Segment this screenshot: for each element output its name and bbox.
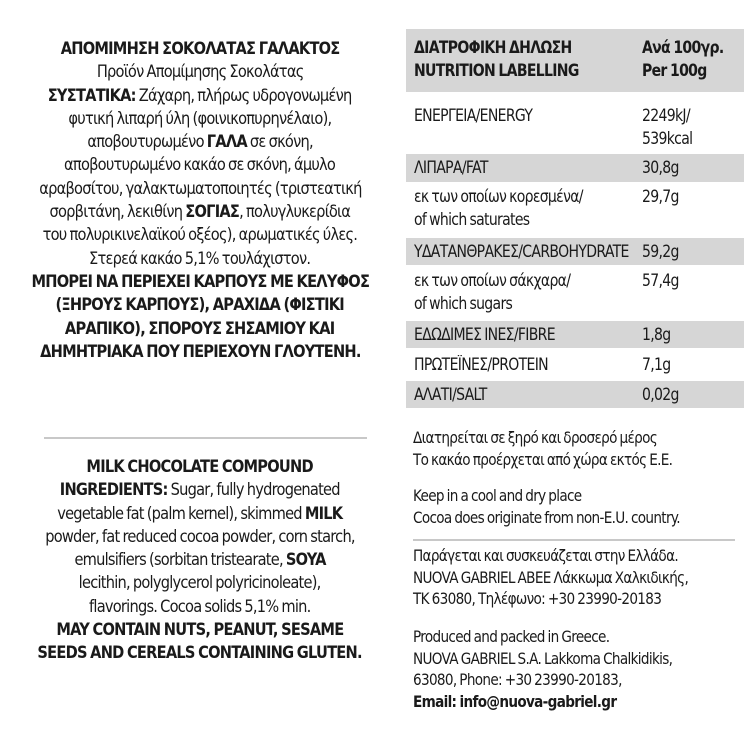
nutrient-label: ΠΡΩΤΕΪΝΕΣ/PROTEIN <box>414 355 548 374</box>
nutrition-header-gr: ΔΙΑΤΡΟΦΙΚΗ ΔΗΛΩΣΗ <box>414 38 572 57</box>
greek-allergen-warning: ΜΠΟΡΕΙ ΝΑ ΠΕΡΙΕΧΕΙ ΚΑΡΠΟΥΣ ΜΕ ΚΕΛΥΦΟΣ <box>31 271 369 292</box>
greek-product-subtitle: Προϊόν Απομίμησης Σοκολάτας <box>96 62 304 83</box>
nutrition-row-sugars <box>406 267 744 319</box>
nutrition-row-salt <box>406 381 744 408</box>
nutrient-value: 59,2g <box>642 242 679 261</box>
producer-email: Email: info@nuova-gabriel.gr <box>413 691 617 711</box>
nutrition-row-fat <box>406 154 744 182</box>
greek-ingredients-line: αποβουτυρωμένο κακάο σε σκόνη, άμυλο <box>64 155 336 176</box>
greek-allergen-warning: ΔΗΜΗΤΡΙΑΚΑ ΠΟΥ ΠΕΡΙΕΧΟΥΝ ΓΛΟΥΤΕΝΗ. <box>39 341 361 362</box>
greek-ingredients-line: Στερεά κακάο 5,1% τουλάχιστον. <box>89 248 311 269</box>
nutrition-header <box>406 29 744 92</box>
nutrition-row-protein <box>406 351 744 379</box>
nutrient-label: of which sugars <box>414 294 513 313</box>
nutrient-label: of which saturates <box>414 210 530 229</box>
storage-notes-gr: Διατηρείται σε ξηρό και δροσερό μέρος Το κακάο προέρχεται από χώρα εκτός Ε.Ε. <box>413 428 673 469</box>
english-ingredients-line: powder, fat reduced cocoa powder, corn starch, <box>45 526 355 547</box>
nutrient-value: 29,7g <box>642 187 679 206</box>
nutrition-row-carbohydrate <box>406 238 744 265</box>
section-divider <box>44 437 367 439</box>
allergen-milk-gr: ΓΑΛΑ <box>206 132 247 153</box>
greek-ingredients-line: αραβοσίτου, γαλακτωματοποιητές (τριστεατική <box>38 178 362 199</box>
nutrient-value: 30,8g <box>642 158 679 177</box>
nutrition-row-fibre <box>406 321 744 348</box>
english-ingredients-line: flavorings. Cocoa solids 5,1% min. <box>89 596 311 617</box>
english-ingredients-line: vegetable fat (palm kernel), skimmed MILK <box>57 503 343 524</box>
nutrient-label: εκ των οποίων σάκχαρα/ <box>414 271 571 290</box>
greek-allergen-warning: ΑΡΑΠΙΚΟ), ΣΠΟΡΟΥΣ ΣΗΣΑΜΙΟΥ ΚΑΙ <box>65 318 335 339</box>
english-ingredients-label: INGREDIENTS: <box>59 480 168 501</box>
nutrient-label: ΛΙΠΑΡΑ/FAT <box>414 158 488 177</box>
per-100g-en: Per 100g <box>642 61 707 80</box>
nutrient-value: 57,4g <box>642 271 679 290</box>
english-allergen-warning: MAY CONTAIN NUTS, PEANUT, SESAME <box>56 620 344 641</box>
nutrition-row-energy <box>406 104 744 152</box>
greek-ingredients-line: σορβιτάνη, λεκιθίνη ΣΟΓΙΑΣ, πολυγλυκερίδια <box>49 202 351 223</box>
nutrient-label: ΕΔΩΔΙΜΕΣ ΙΝΕΣ/FIBRE <box>414 325 555 344</box>
allergen-soya-gr: ΣΟΓΙΑΣ <box>185 202 240 223</box>
english-allergen-warning: SEEDS AND CEREALS CONTAINING GLUTEN. <box>37 643 363 664</box>
allergen-milk-en: MILK <box>305 503 343 524</box>
english-product-title: MILK CHOCOLATE COMPOUND <box>86 457 314 477</box>
greek-allergen-warning: (ΞΗΡΟΥΣ ΚΑΡΠΟΥΣ), ΑΡΑΧΙΔΑ (ΦΙΣΤΙΚΙ <box>55 295 345 316</box>
greek-ingredients-line: αποβουτυρωμένο ΓΑΛΑ σε σκόνη, <box>87 132 313 153</box>
greek-ingredients-block <box>0 38 400 364</box>
section-divider <box>413 539 735 541</box>
nutrient-label: ΕΝΕΡΓΕΙΑ/ENERGY <box>414 106 533 125</box>
producer-info-en: Produced and packed in Greece. NUOVA GABRIEL S.A. Lakkoma Chalkidikis, 63080, Phone: +30 23990-20183, Email: info@nuova-gabriel.gr <box>413 627 673 711</box>
nutrient-label: ΥΔΑΤΑΝΘΡΑΚΕΣ/CARBOHYDRATE <box>414 242 629 261</box>
nutrient-label: εκ των οποίων κορεσμένα/ <box>414 187 583 206</box>
nutrient-value: 0,02g <box>642 385 679 404</box>
greek-ingredients-line: ΣΥΣΤΑΤΙΚΑ: Ζάχαρη, πλήρως υδρογονωμένη <box>48 85 352 106</box>
storage-notes-en: Keep in a cool and dry place Cocoa does originate from non-E.U. country. <box>413 486 680 527</box>
per-100g-gr: Ανά 100γρ. <box>642 38 724 57</box>
greek-ingredients-line: του πολυρικινελαϊκού οξέος), αρωματικές ύλες. <box>42 225 358 246</box>
allergen-soya-en: SOYA <box>285 550 326 571</box>
nutrition-header-en: NUTRITION LABELLING <box>414 61 579 80</box>
producer-info-gr: Παράγεται και συσκευάζεται στην Ελλάδα. NUOVA GABRIEL ΑΒΕΕ Λάκκωμα Χαλκιδικής, ΤΚ 63080, Τηλέφωνο: +30 23990-20183 <box>413 546 689 608</box>
nutrient-value: 539kcal <box>642 129 693 148</box>
nutrient-value: 7,1g <box>642 355 671 374</box>
greek-ingredients-label: ΣΥΣΤΑΤΙΚΑ: <box>48 85 137 106</box>
english-ingredients-line: lecithin, polyglycerol polyricinoleate), <box>79 573 321 594</box>
nutrient-value: 2249kJ/ <box>642 106 690 125</box>
nutrient-label: ΑΛΑΤΙ/SALT <box>414 385 487 404</box>
english-ingredients-line: emulsifiers (sorbitan tristearate, SOYA <box>74 550 326 571</box>
english-ingredients-block <box>0 456 400 666</box>
nutrition-row-saturates <box>406 184 744 236</box>
nutrient-value: 1,8g <box>642 325 671 344</box>
english-ingredients-line: INGREDIENTS: Sugar, fully hydrogenated <box>59 480 340 501</box>
greek-ingredients-line: φυτική λιπαρή ύλη (φοινικοπυρηνέλαιο), <box>68 108 332 129</box>
greek-product-title: ΑΠΟΜΙΜΗΣΗ ΣΟΚΟΛΑΤΑΣ ΓΑΛΑΚΤΟΣ <box>60 39 340 59</box>
